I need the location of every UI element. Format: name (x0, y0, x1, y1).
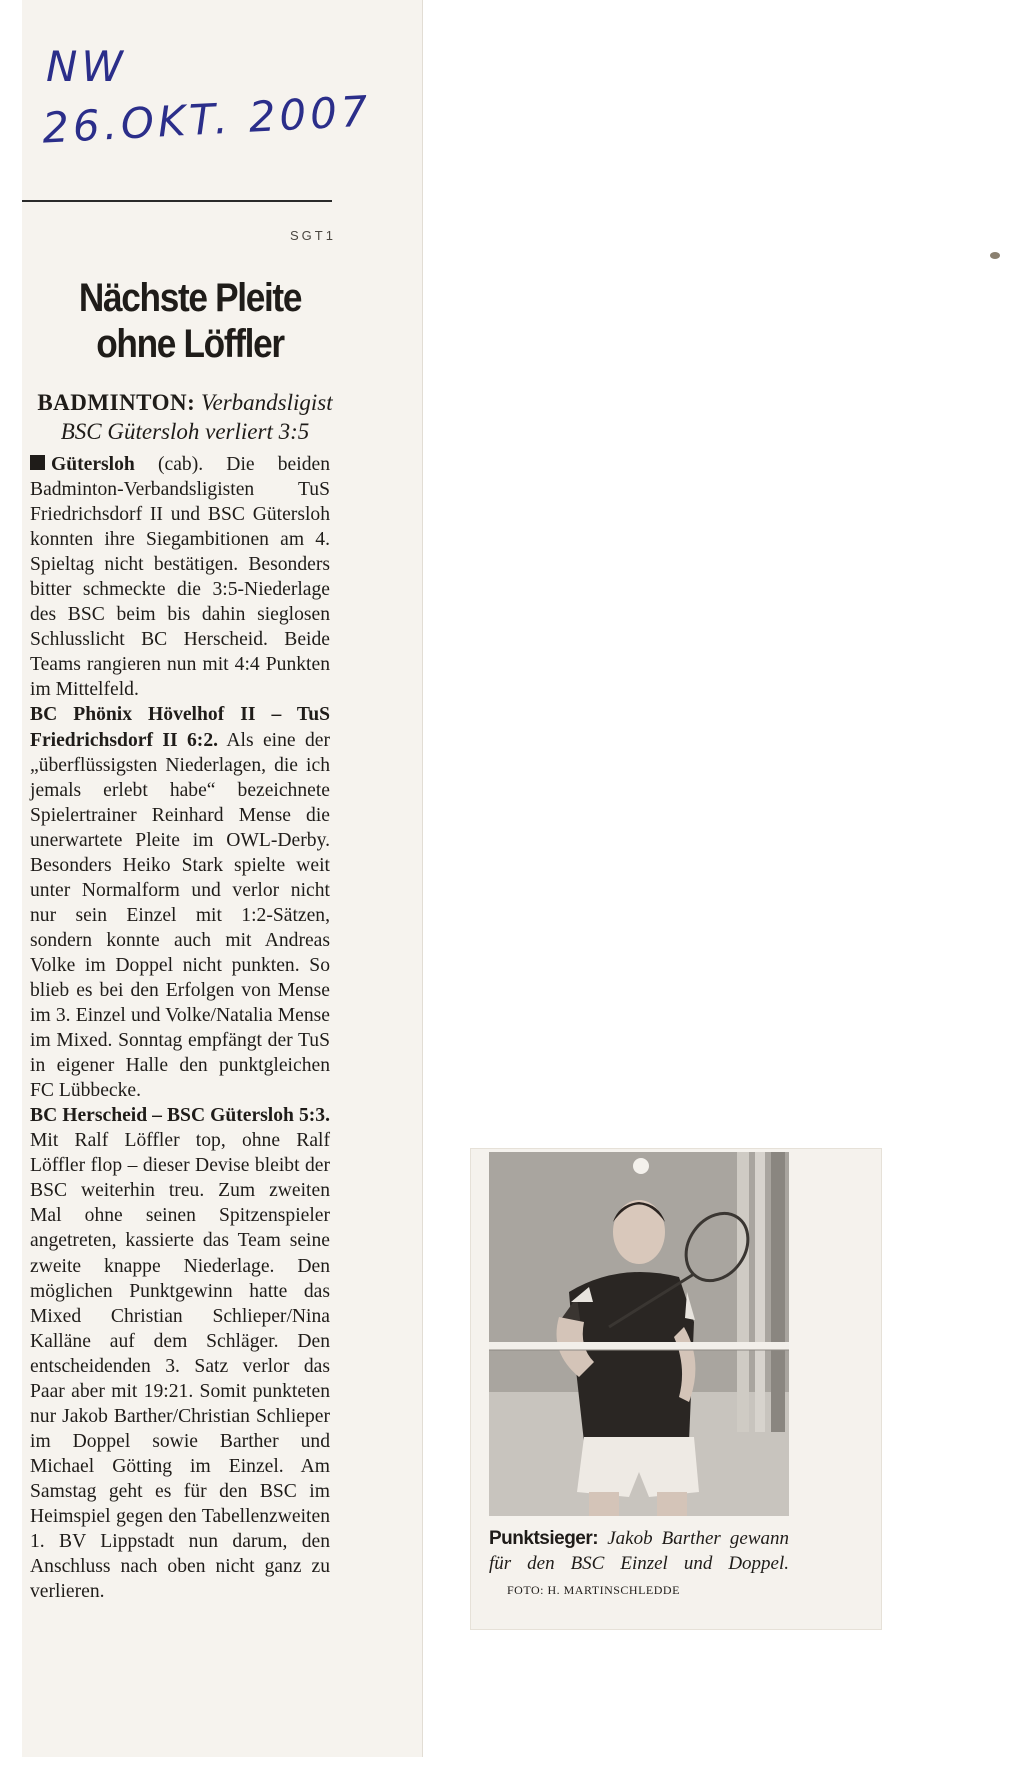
subhead-line-2: BSC Gütersloh verliert 3:5 (60, 419, 310, 444)
handwritten-source: NW (46, 42, 127, 91)
paragraph-lead: BC Herscheid – BSC Gütersloh 5:3. (30, 1105, 330, 1127)
paragraph-text: (cab). Die beiden Badminton-Verbandsligisten TuS Friedrichsdorf II und BSC Gütersloh konnten ihre Siegambitionen am 4. Spieltag nicht bestätigen. Besonders bitter schmeckte die 3:5-Niederlage des BSC beim bis dahin sieglosen Schlusslicht BC Herscheid. Beide Teams rangieren nun mit 4:4 Punkten im Mittelfeld. (30, 454, 330, 701)
paragraph-text: Mit Ralf Löffler top, ohne Ralf Löffler flop – dieser Devise bleibt der BSC weiterhin treu. Zum zweiten Mal ohne seinen Spitzenspieler angetreten, kassierte das Team seine zweite knappe Niederlage. Den möglichen Punktgewinn hatte das Mixed Christian Schlieper/Nina Kalläne auf dem Schläger. Den entscheidenden 3. Satz verlor das Paar aber mit 19:21. Somit punkteten nur Jakob Barther/Christian Schlieper im Doppel sowie Barther und Michael Götting im Einzel. Am Samstag geht es für den BSC im Heimspiel gegen den Tabellenzweiten 1. BV Lippstadt nun darum, den Anschluss nach oben nicht ganz zu verlieren. (30, 1130, 330, 1603)
paper-speck (990, 252, 1000, 259)
article-body (30, 452, 330, 1604)
headline-line-2: ohne Löffler (96, 322, 284, 366)
header-rule (22, 200, 332, 202)
headline-line-1: Nächste Pleite (78, 276, 302, 320)
subhead-line-1: Verbandsligist (201, 390, 333, 415)
badminton-player-photo (489, 1152, 789, 1516)
paragraph-2 (30, 702, 330, 1103)
photo-caption (489, 1526, 789, 1603)
photo-credit: FOTO: H. MARTINSCHLEDDE (507, 1583, 680, 1597)
dateline: Gütersloh (51, 454, 135, 475)
headline (49, 275, 331, 367)
paragraph-text: Als eine der „überflüssigsten Niederlagen, die ich jemals erlebt habe“ bezeichnete Spielertrainer Reinhard Mense die unerwartete Pleite im OWL-Derby. Besonders Heiko Stark spielte weit unter Normalform und verlor nicht nur sein Einzel mit 1:2-Sätzen, sondern konnte auch mit Andreas Volke im Doppel nicht punkten. So blieb es bei den Erfolgen von Mense im 3. Einzel und Volke/Natalia Mense im Mixed. Sonntag empfängt der TuS in eigener Halle den punktgleichen FC Lübbecke. (30, 729, 330, 1102)
kicker: BADMINTON: (37, 390, 196, 415)
paragraph-3 (30, 1103, 330, 1604)
caption-text: Jakob Barther gewann für den BSC Einzel und Doppel. (489, 1528, 789, 1574)
handwritten-date: 26.OKT. 2007 (40, 86, 373, 153)
bullet-square-icon (30, 455, 45, 470)
paragraph-lead: BC Phönix Hövelhof II – TuS Friedrichsdorf II 6:2. (30, 704, 330, 751)
paragraph-1 (30, 452, 330, 702)
subhead (30, 388, 340, 446)
section-code: SGT1 (290, 228, 336, 243)
caption-label: Punktsieger: (489, 1528, 599, 1549)
